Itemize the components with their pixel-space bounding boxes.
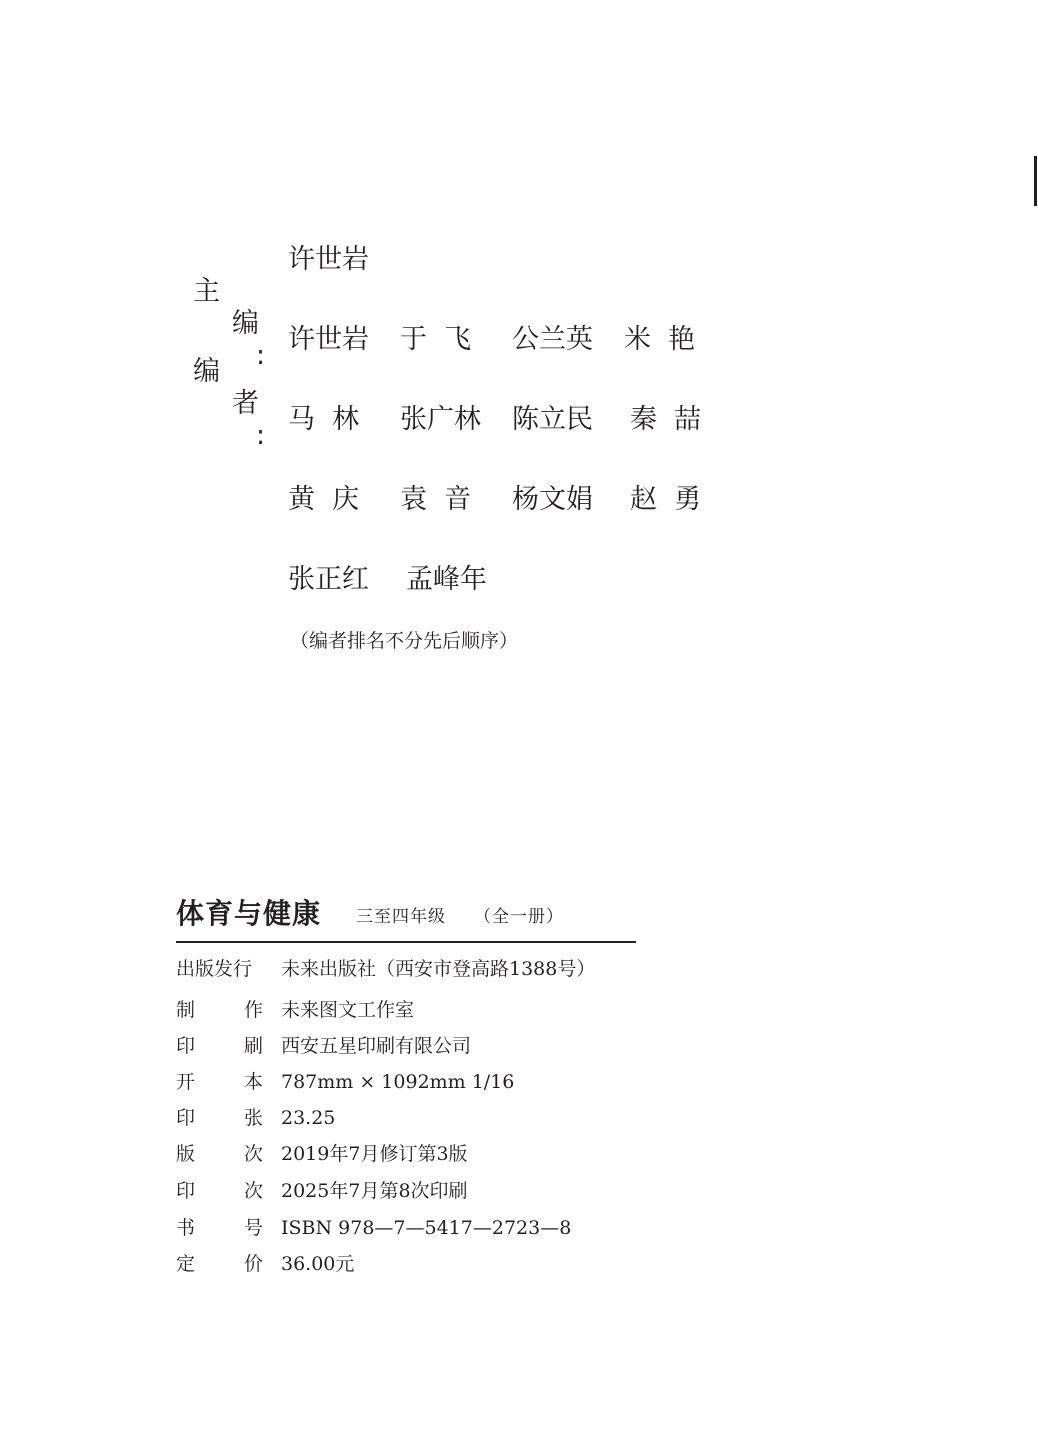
colophon-label-char-1: 书 [176, 1217, 196, 1239]
page-edge-mark [1034, 156, 1037, 206]
colophon-label-char-1: 定 [176, 1253, 196, 1275]
colophon-row-printer [176, 1032, 656, 1060]
colophon-value: 23.25 [281, 1107, 336, 1129]
editor-name: 马 林 [288, 404, 360, 435]
editor-name: 米 艳 [624, 324, 696, 355]
colophon-value: 未来出版社（西安市登高路1388号） [281, 958, 596, 980]
colophon-label-char-2: 张 [244, 1107, 264, 1129]
colophon-value: ISBN 978—7—5417—2723—8 [281, 1217, 572, 1239]
colophon-label-char-2: 刷 [244, 1035, 264, 1057]
editor-name: 袁 音 [400, 484, 472, 515]
editor-name: 张正红 [288, 564, 369, 595]
colophon-value: 西安五星印刷有限公司 [281, 1035, 472, 1057]
editors-label-char-2: 者 [232, 388, 259, 419]
editors-label [176, 324, 266, 452]
chief-editor-name: 许世岩 [288, 244, 369, 275]
colophon-value: 未来图文工作室 [281, 999, 415, 1021]
editor-name: 秦 喆 [630, 404, 702, 435]
chief-editor-label-char-1: 主 [193, 276, 221, 307]
editor-name: 杨文娟 [512, 484, 593, 515]
editor-name: 许世岩 [288, 324, 369, 355]
editors-order-note: （编者排名不分先后顺序） [290, 630, 519, 652]
colophon-label-char-2: 价 [244, 1253, 264, 1275]
editor-name: 陈立民 [512, 404, 593, 435]
colophon-row-sheets [176, 1104, 656, 1132]
colophon-row-isbn [176, 1214, 656, 1242]
editors-colon: : [256, 420, 266, 451]
book-title: 体育与健康 [176, 897, 322, 930]
editor-name: 黄 庆 [288, 484, 360, 515]
colophon-label-char-1: 开 [176, 1071, 196, 1093]
colophon-row-format [176, 1068, 656, 1096]
colophon-value: 787mm × 1092mm 1/16 [281, 1071, 515, 1093]
colophon-row-edition [176, 1140, 656, 1168]
book-grade: 三至四年级 [356, 907, 446, 927]
colophon-value: 36.00元 [281, 1253, 355, 1275]
chief-editor-label-char-2: 编 [232, 308, 259, 339]
colophon-label-char-2: 作 [244, 999, 264, 1021]
colophon-row-publisher [176, 955, 656, 983]
editor-name: 赵 勇 [630, 484, 702, 515]
editor-name: 张广林 [400, 404, 481, 435]
colophon-label-char-1: 印 [176, 1035, 196, 1057]
colophon-label-char-1: 印 [176, 1180, 196, 1202]
book-volume: （全一册） [474, 907, 564, 927]
colophon-row-printing [176, 1177, 656, 1205]
colophon-value: 2019年7月修订第3版 [281, 1143, 468, 1165]
colophon-label-char-2: 次 [244, 1180, 264, 1202]
colophon-label: 出版发行 [176, 958, 253, 980]
editors-label-char-1: 编 [193, 356, 221, 387]
colophon-label-char-1: 版 [176, 1143, 196, 1165]
colophon-label-char-1: 制 [176, 999, 196, 1021]
chief-editor-colon: : [256, 340, 266, 371]
title-rule [176, 941, 636, 943]
editor-name: 于 飞 [400, 324, 472, 355]
colophon-row-price [176, 1250, 656, 1278]
colophon-row-production [176, 996, 656, 1024]
editor-name: 公兰英 [512, 324, 593, 355]
colophon-value: 2025年7月第8次印刷 [281, 1180, 468, 1202]
editor-name: 孟峰年 [406, 564, 487, 595]
colophon-label-char-2: 次 [244, 1143, 264, 1165]
colophon-label-char-1: 印 [176, 1107, 196, 1129]
colophon-label-char-2: 号 [244, 1217, 264, 1239]
colophon-label-char-2: 本 [244, 1071, 264, 1093]
